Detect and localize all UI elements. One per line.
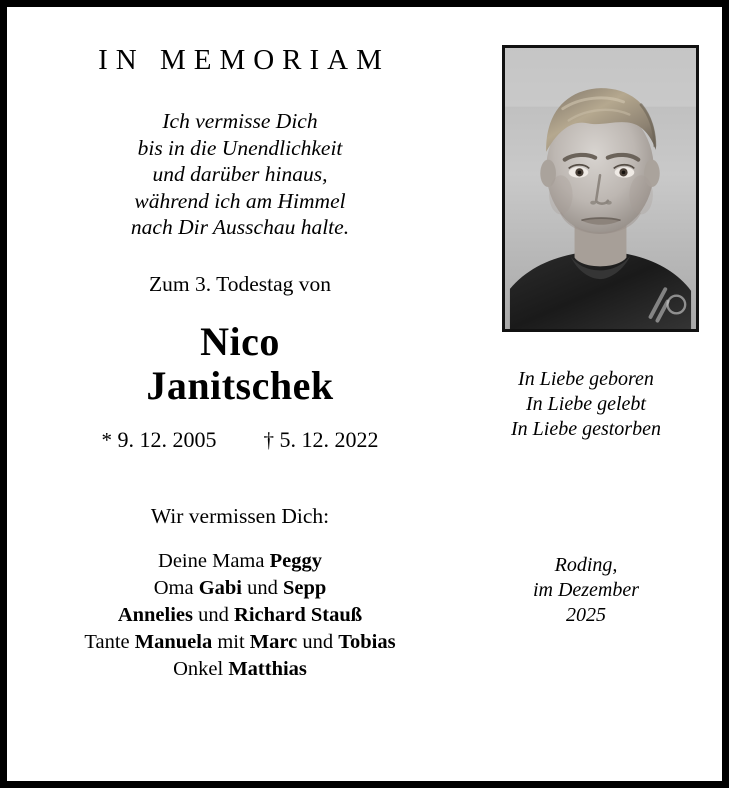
epitaph-block: [462, 367, 710, 442]
mourner-name: Marc: [249, 630, 298, 653]
mourner-relation: Tante: [84, 630, 135, 653]
mourner-line: [25, 575, 455, 602]
life-dates: [25, 428, 455, 452]
last-name: Janitschek: [146, 362, 334, 408]
deceased-name: [25, 320, 455, 408]
notice-inner: [7, 7, 722, 781]
year-line: 2025: [566, 604, 606, 626]
birth-date: 9. 12. 2005: [117, 426, 217, 452]
mourners-list: [25, 548, 455, 683]
epitaph-line: In Liebe gestorben: [511, 418, 661, 440]
mourner-name: Matthias: [228, 657, 307, 680]
place-and-date: [462, 553, 710, 628]
death-date: 5. 12. 2022: [279, 426, 379, 452]
mourner-relation: Deine Mama: [158, 549, 270, 572]
mourner-line: [25, 629, 455, 656]
death-cross-icon: †: [263, 427, 274, 452]
first-name: Nico: [200, 318, 280, 364]
mourner-name: Peggy: [269, 549, 322, 572]
mourners-heading: Wir vermissen Dich:: [150, 503, 330, 528]
mourner-name: Sepp: [282, 576, 327, 599]
poem-line: bis in die Unendlichkeit: [137, 135, 343, 160]
occasion-text: Zum 3. Todestag von: [148, 271, 332, 296]
month-line: im Dezember: [532, 579, 640, 601]
epitaph-line: In Liebe geboren: [518, 368, 654, 390]
portrait-photo: [502, 45, 699, 332]
mourner-relation: Onkel: [173, 657, 229, 680]
mourner-name: Gabi: [198, 576, 242, 599]
mourner-relation: und: [297, 630, 339, 653]
mourner-relation: und: [193, 603, 235, 626]
poem-line: und darüber hinaus,: [152, 162, 328, 186]
mourner-line: [25, 602, 455, 629]
mourner-name: Manuela: [134, 630, 213, 653]
mourner-line: [25, 548, 455, 575]
mourner-name: Richard Stauß: [234, 603, 363, 626]
poem-line: Ich vermisse Dich: [162, 109, 318, 133]
place-line: Roding,: [554, 554, 618, 576]
portrait-image: [505, 48, 696, 329]
epitaph-line: In Liebe gelebt: [526, 393, 646, 415]
mourner-relation: und: [241, 576, 283, 599]
mourner-name: Tobias: [338, 630, 396, 653]
left-column: [25, 7, 455, 683]
poem-line: nach Dir Ausschau halte.: [130, 215, 350, 239]
poem-block: [25, 108, 455, 241]
mourner-line: [25, 656, 455, 683]
mourner-name: Annelies: [117, 603, 194, 626]
mourner-relation: mit: [212, 630, 250, 653]
poem-line: während ich am Himmel: [134, 188, 346, 213]
portrait-frame: [502, 45, 699, 332]
page-title: IN MEMORIAM: [98, 44, 390, 76]
mourner-relation: Oma: [153, 576, 199, 599]
birth-star-icon: *: [101, 427, 112, 452]
